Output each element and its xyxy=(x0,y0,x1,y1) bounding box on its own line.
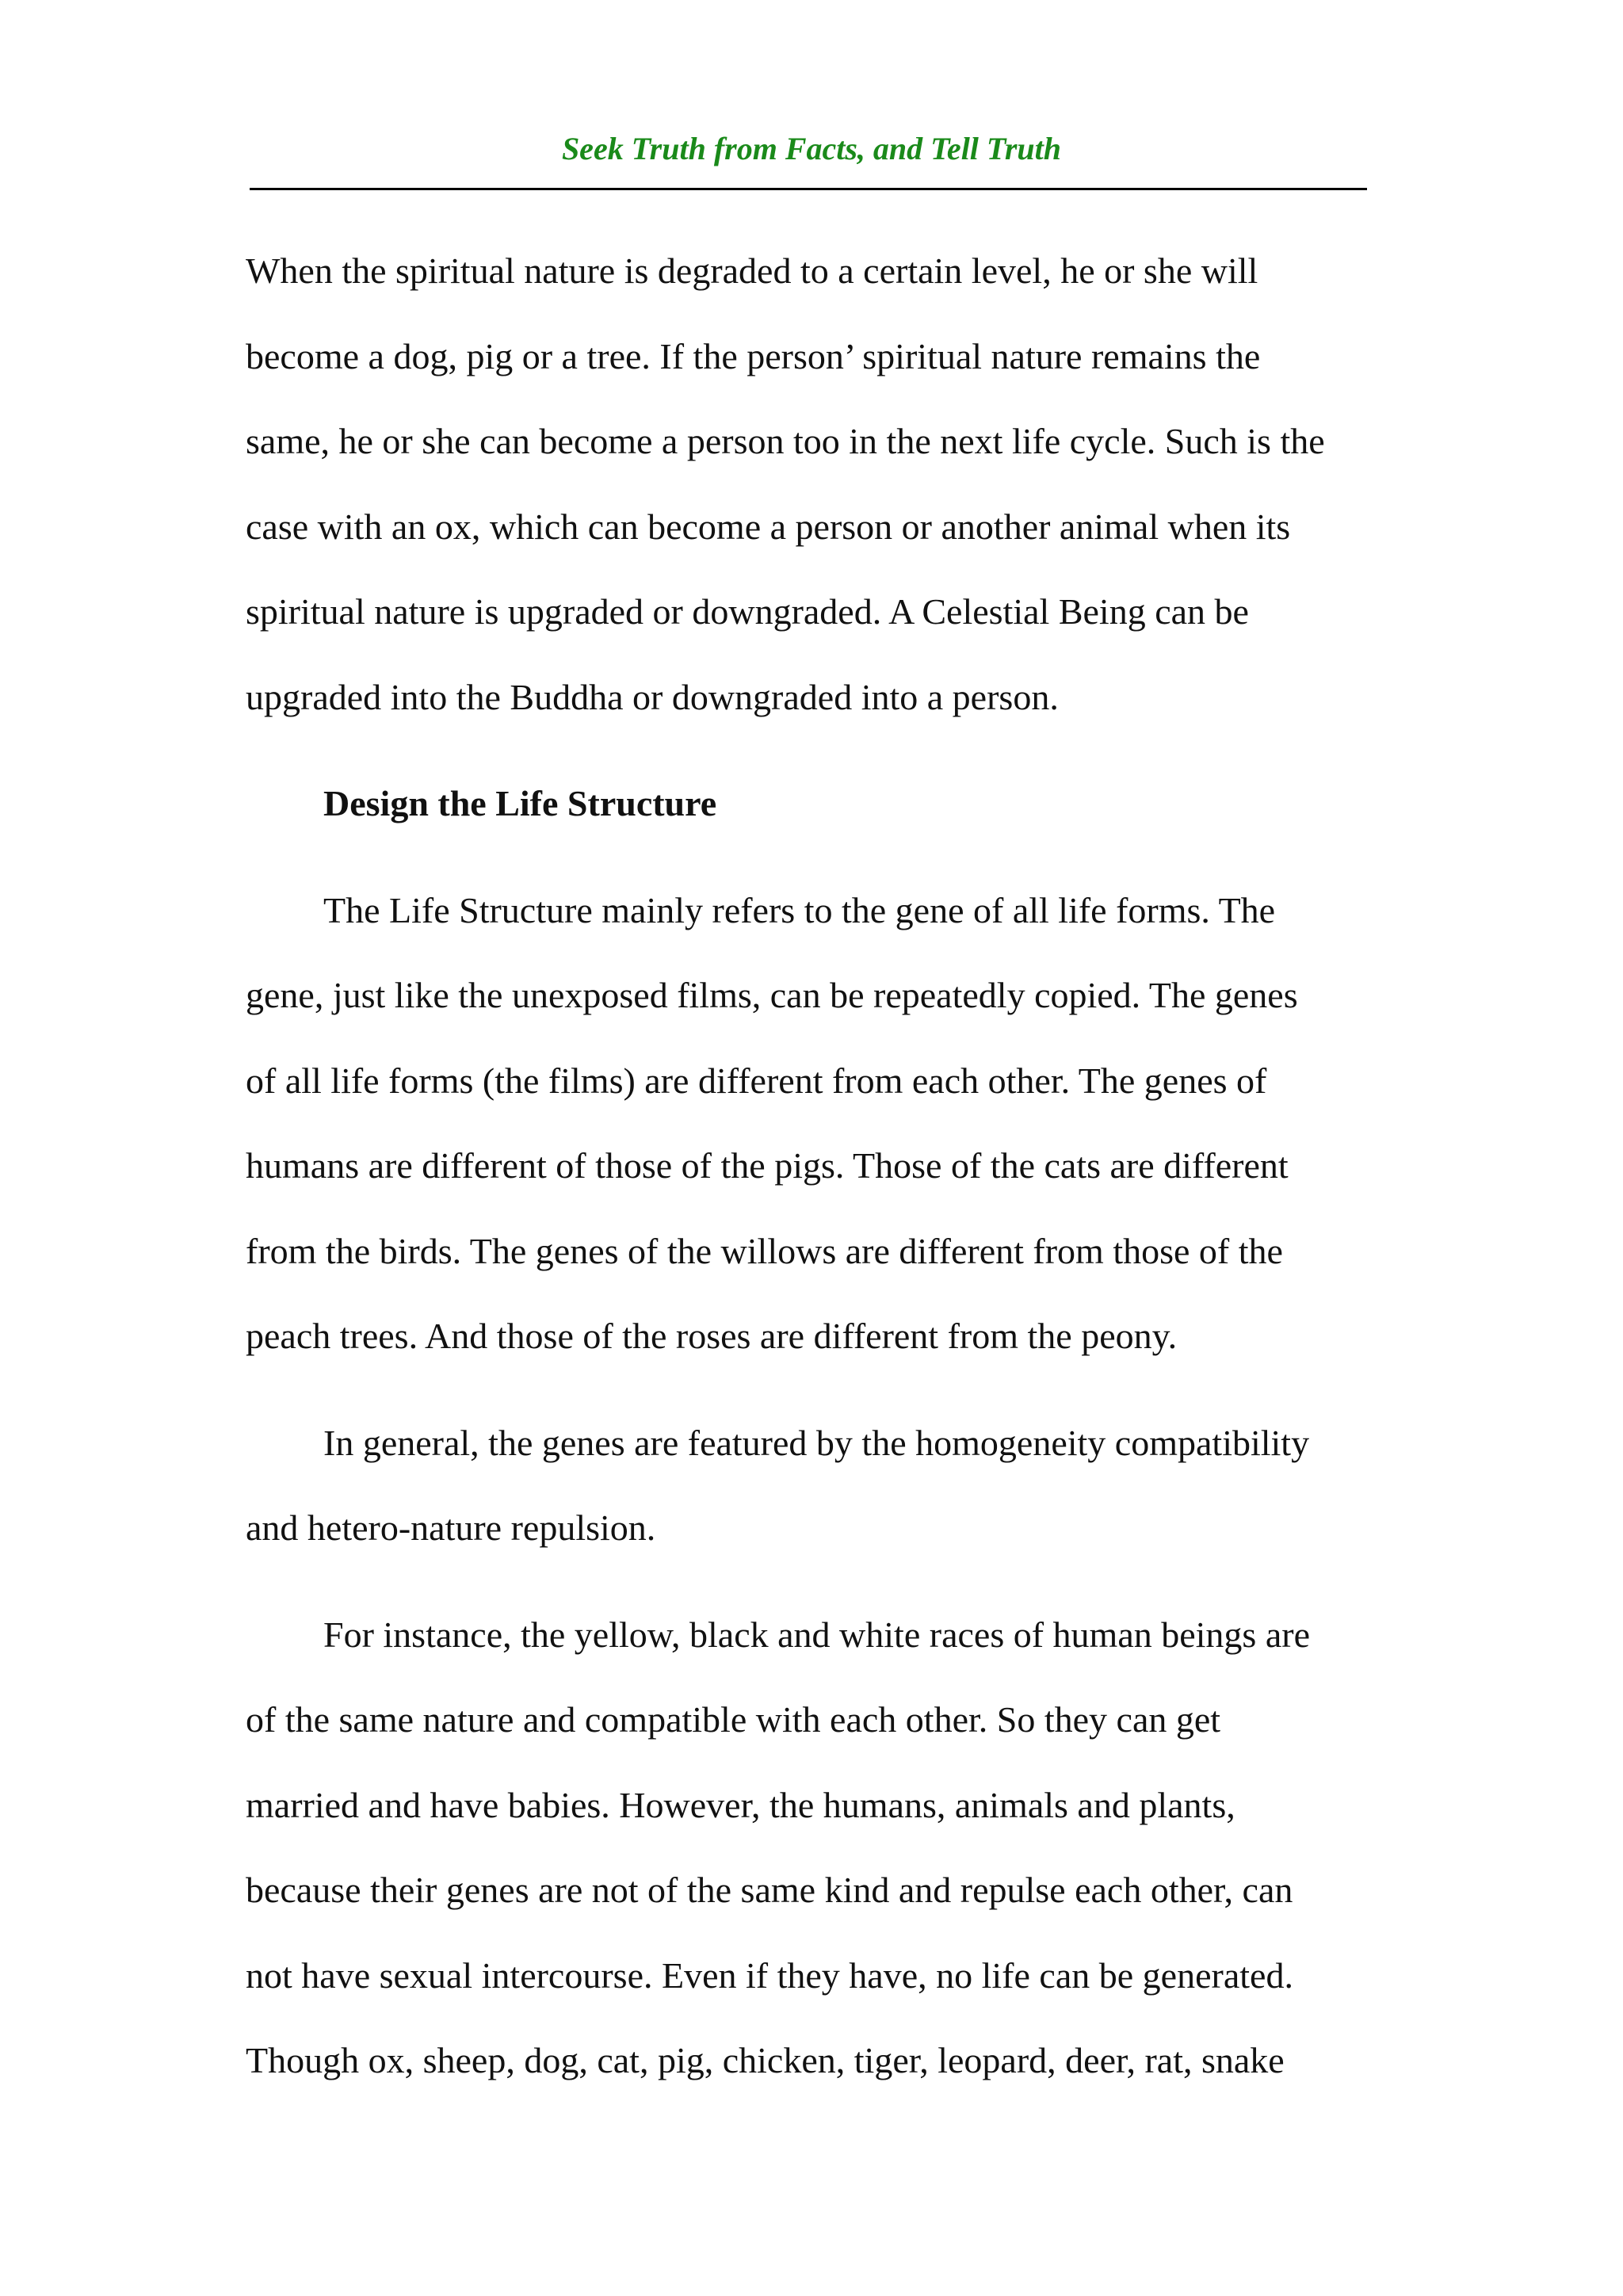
paragraph xyxy=(246,868,1379,1379)
heading-text: Design the Life Structure xyxy=(323,783,717,823)
text-line: When the spiritual nature is degraded to a certain level, he or she will xyxy=(246,250,1258,291)
text-line: not have sexual intercourse. Even if they have, no life can be generated. xyxy=(246,1954,1293,1996)
section-heading xyxy=(246,761,1379,846)
text-line: peach trees. And those of the roses are different from the peony. xyxy=(246,1316,1178,1356)
text-line: case with an ox, which can become a person or another animal when its xyxy=(246,506,1291,547)
text-line: same, he or she can become a person too in the next life cycle. Such is the xyxy=(246,421,1325,461)
text-line: and hetero-nature repulsion. xyxy=(246,1507,656,1548)
document-body xyxy=(246,228,1379,2103)
text-line: In general, the genes are featured by the homogeneity compatibility xyxy=(323,1422,1310,1463)
text-line: from the birds. The genes of the willows are different from those of the xyxy=(246,1230,1283,1271)
paragraph xyxy=(246,1592,1379,2103)
text-line: humans are different of those of the pigs. Those of the cats are different xyxy=(246,1145,1289,1186)
page-header-title: Seek Truth from Facts, and Tell Truth xyxy=(561,131,1062,166)
text-line: The Life Structure mainly refers to the gene of all life forms. The xyxy=(323,889,1276,930)
text-line: Though ox, sheep, dog, cat, pig, chicken, tiger, leopard, deer, rat, snake xyxy=(246,2040,1285,2080)
header-divider xyxy=(250,188,1367,190)
text-line: spiritual nature is upgraded or downgraded. A Celestial Being can be xyxy=(246,591,1249,632)
text-line: gene, just like the unexposed films, can be repeatedly copied. The genes xyxy=(246,975,1298,1015)
text-line: upgraded into the Buddha or downgraded into a person. xyxy=(246,676,1059,717)
text-line: married and have babies. However, the humans, animals and plants, xyxy=(246,1784,1235,1825)
paragraph xyxy=(246,228,1379,739)
paragraph xyxy=(246,1400,1379,1571)
text-line: of the same nature and compatible with each other. So they can get xyxy=(246,1699,1221,1740)
text-line: because their genes are not of the same kind and repulse each other, can xyxy=(246,1870,1293,1910)
text-line: of all life forms (the films) are different from each other. The genes of xyxy=(246,1060,1267,1101)
text-line: become a dog, pig or a tree. If the person’ spiritual nature remains the xyxy=(246,335,1261,376)
text-line: For instance, the yellow, black and white races of human beings are xyxy=(323,1614,1310,1655)
